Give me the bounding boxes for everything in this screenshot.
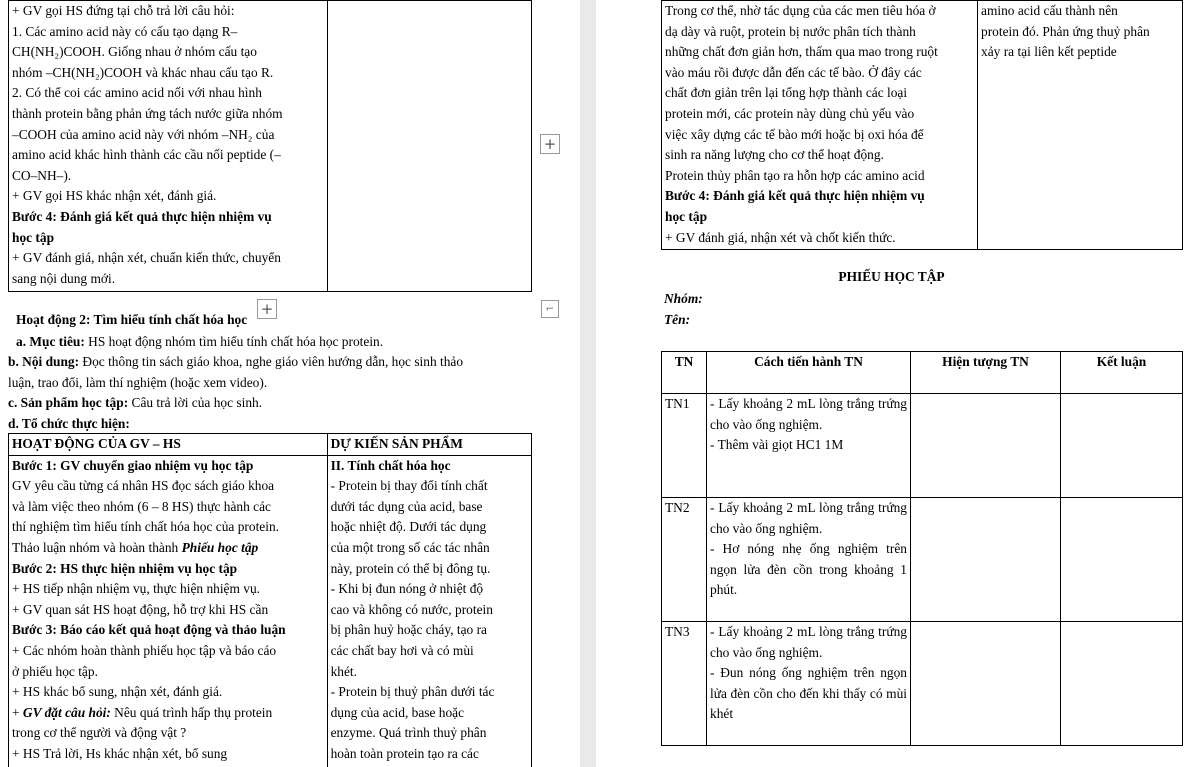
text-line: trong cơ thể người và động vật ? xyxy=(12,725,187,741)
objective-text: HS hoạt động nhóm tìm hiểu tính chất hóa học protein. xyxy=(84,333,384,349)
text-line: CO–NH–). xyxy=(12,167,72,183)
text-line: protein mới, các protein này dùng chủ yếu vào xyxy=(665,105,915,121)
text-line: GV yêu cầu từng cá nhân HS đọc sách giáo khoa xyxy=(12,478,275,494)
text-line: Bước 4: Đánh giá kết quả thực hiện nhiệm vụ xyxy=(665,188,925,204)
text-line: của một trong số các tác nhân xyxy=(330,539,490,555)
discussion-text: Thảo luận nhóm và hoàn thành xyxy=(12,539,179,555)
text-line: enzyme. Quá trình thuỷ phân xyxy=(330,725,487,741)
tn1-label: TN1 xyxy=(662,394,707,498)
col-procedure: Cách tiến hành TN xyxy=(707,352,911,394)
text-line: Bước 3: Báo cáo kết quả hoạt động và thảo luận xyxy=(12,622,286,638)
text-line: II. Tính chất hóa học xyxy=(330,457,451,473)
text-line: + GV gọi HS khác nhận xét, đánh giá. xyxy=(12,188,217,204)
text-line: + HS Trả lời, Hs khác nhận xét, bổ sung xyxy=(12,745,228,761)
text-line: dạ dày và ruột, protein bị nước phân tích thành xyxy=(665,23,916,39)
tn2-conclusion-cell[interactable] xyxy=(1061,498,1183,622)
text-line: chất đơn giản trên lại tổng hợp thành các loại xyxy=(665,85,908,101)
activity-steps-cell xyxy=(9,455,328,767)
text-line: + GV quan sát HS hoạt động, hỗ trợ khi HS cần xyxy=(12,601,269,617)
text-line: khét. xyxy=(330,663,357,679)
col-phenomenon: Hiện tượng TN xyxy=(911,352,1061,394)
text-line: xảy ra tại liên kết peptide xyxy=(981,44,1117,60)
continued-activity-table-right xyxy=(661,0,1183,250)
tn1-phenomenon-cell[interactable] xyxy=(911,394,1061,498)
tn3-phenomenon-cell[interactable] xyxy=(911,622,1061,746)
tn2-phenomenon-cell[interactable] xyxy=(911,498,1061,622)
col-tn: TN xyxy=(662,352,707,394)
tn2-procedure xyxy=(707,498,911,622)
tn2-step-1: - Lấy khoảng 2 mL lòng trắng trứng cho vào ống nghiệm. xyxy=(710,500,907,536)
text-line: Protein thủy phân tạo ra hỗn hợp các amino acid xyxy=(665,167,925,183)
absorption-cell xyxy=(662,1,978,250)
text-line: Bước 1: GV chuyển giao nhiệm vụ học tập xyxy=(12,457,254,473)
text-line: sang nội dung mới. xyxy=(12,270,116,286)
tn3-step-2: - Đun nóng ống nghiệm trên ngọn lửa đèn cồn cho đến khi thấy có mùi khét xyxy=(710,665,907,722)
text-line: và làm việc theo nhóm (6 – 8 HS) thực hành các xyxy=(12,498,271,514)
tn1-step-1: - Lấy khoảng 2 mL lòng trắng trứng cho vào ống nghiệm. xyxy=(710,396,907,432)
text-line: vào máu rồi được dẫn đến các tế bào. Ở đây các xyxy=(665,64,922,80)
text-line: 1. Các amino acid này có cấu tạo dạng R– xyxy=(12,23,238,39)
text-line: –COOH của amino acid này với nhóm –NH₂ của xyxy=(12,126,275,142)
text-line: ở phiếu học tập. xyxy=(12,663,98,679)
activity2-block xyxy=(8,310,536,435)
text-line: việc xây dựng các tế bào mới hoặc bị oxi hóa để xyxy=(665,126,924,142)
text-line: sinh ra năng lượng cho cơ thể hoạt động. xyxy=(665,147,884,163)
name-label: Tên: xyxy=(664,312,691,327)
text-line: hoặc nhiệt độ. Dưới tác dụng xyxy=(330,519,487,535)
text-line: này, protein có thể bị đông tụ. xyxy=(330,560,491,576)
text-line: amino acid khác hình thành các cầu nối peptide (– xyxy=(12,147,281,163)
text-line: dưới tác dụng của acid, base xyxy=(330,498,483,514)
content-text-2: luận, trao đổi, làm thí nghiệm (hoặc xem video). xyxy=(8,374,268,390)
tn3-procedure xyxy=(707,622,911,746)
text-line: các chất bay hơi và có mùi xyxy=(330,642,474,658)
right-page xyxy=(596,0,1187,767)
text-line: học tập xyxy=(12,229,55,245)
text-line: + GV đánh giá, nhận xét và chốt kiến thức. xyxy=(665,229,896,245)
tn2-label: TN2 xyxy=(662,498,707,622)
text-line: Bước 2: HS thực hiện nhiệm vụ học tập xyxy=(12,560,238,576)
group-label: Nhóm: xyxy=(664,291,703,306)
text-line: protein đó. Phản ứng thuỷ phân xyxy=(981,23,1150,39)
tn2-step-2: - Hơ nóng nhẹ ống nghiệm trên ngọn lửa đèn cồn trong khoảng 1 phút. xyxy=(710,541,907,598)
text-line: học tập xyxy=(665,208,708,224)
continued-activity-table xyxy=(8,0,532,292)
continued-right-cell xyxy=(327,1,531,292)
objective-label: a. Mục tiêu: xyxy=(16,333,85,349)
text-line: nhóm –CH(NH₂)COOH và khác nhau cấu tạo R. xyxy=(12,64,274,80)
tn1-procedure xyxy=(707,394,911,498)
activity2-heading: Hoạt động 2: Tìm hiểu tính chất hóa học xyxy=(16,312,248,327)
tn3-conclusion-cell[interactable] xyxy=(1061,622,1183,746)
text-line: 2. Có thể coi các amino acid nối với nhau hình xyxy=(12,85,262,101)
text-line: Bước 4: Đánh giá kết quả thực hiện nhiệm vụ xyxy=(12,208,272,224)
text-line: Trong cơ thể, nhờ tác dụng của các men tiêu hóa ở xyxy=(665,3,936,18)
content-label: b. Nội dung: xyxy=(8,354,80,370)
header-product: DỰ KIẾN SẢN PHẨM xyxy=(327,434,531,456)
worksheet-reference: Phiếu học tập xyxy=(181,539,259,555)
text-line: bị phân huỷ hoặc cháy, tạo ra xyxy=(330,622,488,638)
worksheet-title: PHIẾU HỌC TẬP xyxy=(838,269,945,284)
header-activity: HOẠT ĐỘNG CỦA GV – HS xyxy=(9,434,328,456)
text-line: - Protein bị thay đổi tính chất xyxy=(330,478,488,494)
text-line: + HS tiếp nhận nhiệm vụ, thực hiện nhiệm vụ. xyxy=(12,581,260,597)
text-line: - Protein bị thuỷ phân dưới tác xyxy=(330,684,495,700)
organization-label: d. Tổ chức thực hiện: xyxy=(8,415,130,431)
tn3-label: TN3 xyxy=(662,622,707,746)
text-line: thí nghiệm tìm hiểu tính chất hóa học của protein. xyxy=(12,519,280,535)
product-label: c. Sản phẩm học tập: xyxy=(8,395,129,411)
teacher-question-label: GV đặt câu hỏi: xyxy=(22,704,111,720)
text-line: + GV đánh giá, nhận xét, chuẩn kiến thức, chuyển xyxy=(12,250,281,266)
content-text: Đọc thông tin sách giáo khoa, nghe giáo viên hướng dẫn, học sinh thảo xyxy=(79,354,464,370)
plus-marker: + xyxy=(12,704,23,720)
insert-column-icon[interactable]: + xyxy=(540,134,560,154)
text-line: - Khi bị đun nóng ở nhiệt độ xyxy=(330,581,484,597)
text-line: cao và không có nước, protein xyxy=(330,601,493,617)
text-line: + GV gọi HS đứng tại chỗ trả lời câu hỏi: xyxy=(12,3,235,18)
text-line: thành protein bằng phản ứng tách nước giữa nhóm xyxy=(12,105,283,121)
table-add-row-icon[interactable]: + xyxy=(257,299,277,319)
activity2-table xyxy=(8,433,532,767)
expected-product-cell xyxy=(327,455,531,767)
left-page xyxy=(0,0,580,767)
continued-left-cell xyxy=(9,1,328,292)
product-text: Câu trả lời của học sinh. xyxy=(128,395,263,411)
tn3-step-1: - Lấy khoảng 2 mL lòng trắng trứng cho vào ống nghiệm. xyxy=(710,624,907,660)
table-resize-handle-icon[interactable]: ⌐ xyxy=(541,300,559,318)
text-line: CH(NH₂)COOH. Giống nhau ở nhóm cấu tạo xyxy=(12,44,257,60)
text-line xyxy=(12,703,324,724)
text-line: amino acid cấu thành nên xyxy=(981,3,1118,18)
text-line xyxy=(12,538,324,559)
hydrolysis-cell xyxy=(978,1,1183,250)
text-line: những chất đơn giản hơn, thấm qua mao trong ruột xyxy=(665,44,938,60)
text-line: + HS khác bổ sung, nhận xét, đánh giá. xyxy=(12,684,223,700)
col-conclusion: Kết luận xyxy=(1061,352,1183,394)
text-line: + Các nhóm hoàn thành phiếu học tập và báo cáo xyxy=(12,642,277,658)
worksheet-table xyxy=(661,351,1183,746)
teacher-question-text: Nêu quá trình hấp thụ protein xyxy=(110,704,273,720)
text-line: dụng của acid, base hoặc xyxy=(330,704,465,720)
tn1-step-2: - Thêm vài giọt HC1 1M xyxy=(710,437,844,453)
text-line: hoàn toàn protein tạo ra các xyxy=(330,745,479,761)
tn1-conclusion-cell[interactable] xyxy=(1061,394,1183,498)
